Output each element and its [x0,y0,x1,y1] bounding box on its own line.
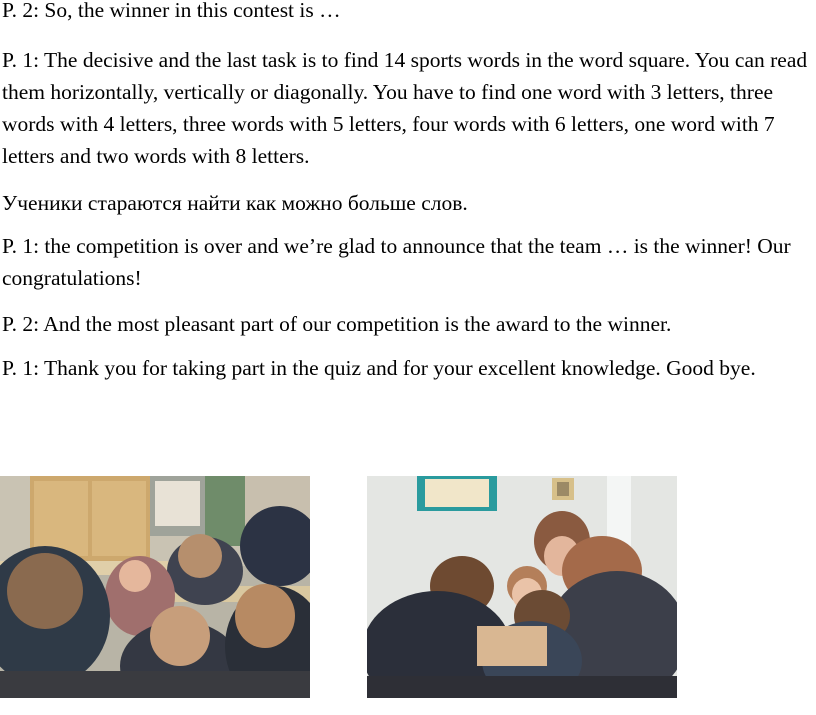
classroom-photo-right [367,476,677,698]
paragraph-good-bye: P. 1: Thank you for taking part in the quiz and for your excellent knowledge. Good bye. [2,356,756,380]
paragraph-decisive-task: P. 1: The decisive and the last task is to find 14 sports words in the word square. You can read them horizontally, vertically or diagonally. You have to find one word with 3 letters, three words with 4 letters, three words with 5 letters, four words with 6 letters, one word with 7 letters and two words with 8 letters. [2,48,808,168]
paragraph-winner: P. 2: So, the winner in this contest is … [2,0,341,22]
paragraph-students-russian: Ученики стараются найти как можно больше слов. [2,191,468,215]
paragraph-competition-over: P. 1: the competition is over and we’re glad to announce that the team … is the winner! Our congratulations! [2,234,791,290]
classroom-photo-left [0,476,310,698]
paragraph-award: P. 2: And the most pleasant part of our competition is the award to the winner. [2,312,672,336]
